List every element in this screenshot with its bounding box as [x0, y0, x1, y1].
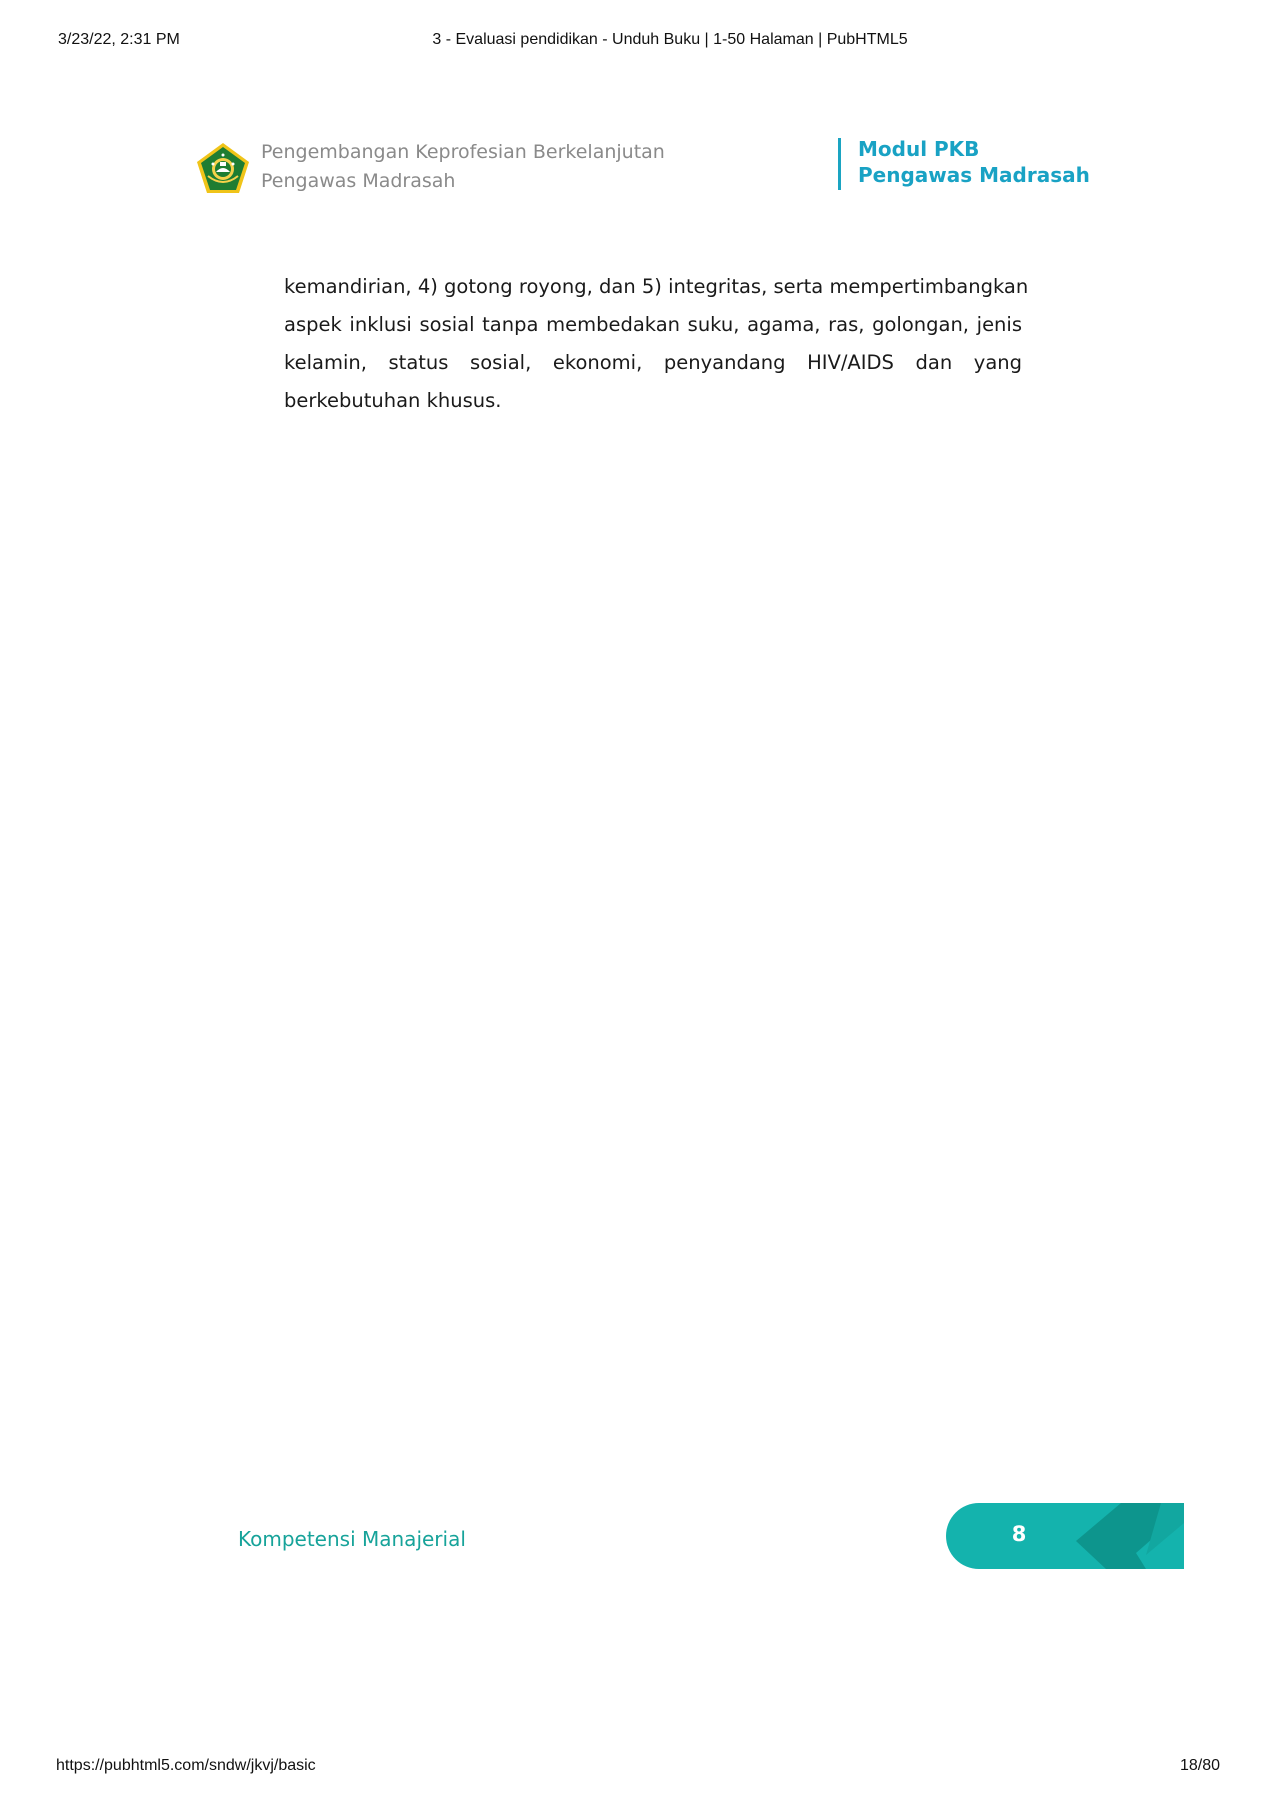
kemenag-emblem-icon [196, 142, 250, 194]
page-number: 8 [1011, 1522, 1027, 1546]
print-url[interactable]: https://pubhtml5.com/sndw/jkvj/basic [56, 1757, 316, 1774]
print-page-title: 3 - Evaluasi pendidikan - Unduh Buku | 1-50 Halaman | PubHTML5 [432, 31, 908, 48]
paragraph-line: kemandirian, 4) gotong royong, dan 5) integritas, serta mempertimbangkan [284, 275, 1029, 298]
module-divider [838, 138, 841, 190]
organization-line-1: Pengembangan Keprofesian Berkelanjutan [261, 141, 665, 163]
paragraph-line: kelamin, status sosial, ekonomi, penyandang HIV/AIDS dan yang [284, 351, 1022, 374]
module-title [858, 136, 1090, 188]
paragraph-line: berkebutuhan khusus. [284, 389, 502, 412]
print-datetime: 3/23/22, 2:31 PM [58, 31, 180, 48]
organization-name [261, 138, 665, 196]
chapter-label: Kompetensi Manajerial [238, 1527, 466, 1551]
paragraph-line: aspek inklusi sosial tanpa membedakan suku, agama, ras, golongan, jenis [284, 313, 1022, 336]
print-page-count: 18/80 [1179, 1757, 1220, 1774]
module-line-1: Modul PKB [858, 137, 980, 161]
organization-line-2: Pengawas Madrasah [261, 170, 456, 192]
document-header [196, 136, 1096, 196]
body-paragraph [284, 268, 1029, 420]
print-header [0, 31, 1272, 53]
page-number-badge [946, 1503, 1184, 1569]
module-line-2: Pengawas Madrasah [858, 163, 1090, 187]
print-footer [0, 1757, 1272, 1779]
